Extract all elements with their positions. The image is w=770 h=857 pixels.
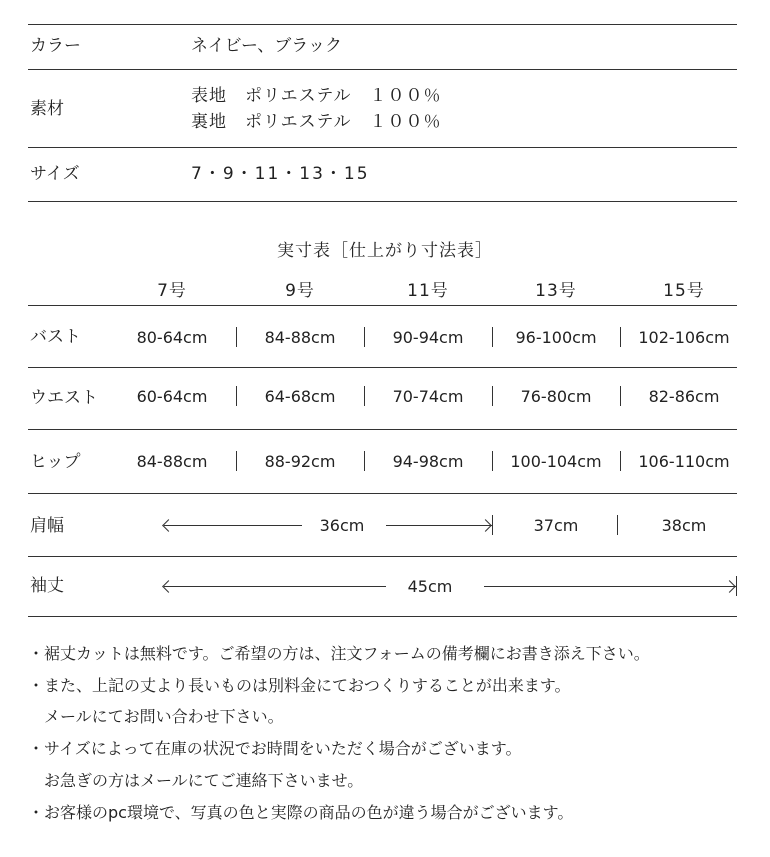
note-long-length-contact: メールにてお問い合わせ下さい。 (44, 707, 284, 726)
color-value: ネイビー、ブラック (191, 36, 342, 56)
column-header-15: 15号 (663, 281, 705, 301)
right-arrowhead-icon (723, 580, 736, 593)
chart-rule-hip (28, 493, 737, 494)
table-cell: 94-98cm (392, 452, 464, 471)
table-cell: 84-88cm (264, 328, 336, 347)
size-label: サイズ (30, 164, 80, 184)
table-cell: 60-64cm (136, 387, 208, 406)
spec-rule-1 (28, 69, 737, 70)
table-cell: 96-100cm (515, 328, 597, 347)
sleeve-span-value: 45cm (407, 577, 453, 596)
row-label-waist: ウエスト (30, 388, 98, 408)
cell-divider (736, 576, 737, 596)
table-cell: 82-86cm (648, 387, 720, 406)
material-label: 素材 (30, 99, 64, 119)
cell-divider (617, 515, 618, 535)
note-hem-cut: ・裾丈カットは無料です。ご希望の方は、注文フォームの備考欄にお書き添え下さい。 (28, 644, 650, 663)
table-cell: 90-94cm (392, 328, 464, 347)
material-outer: 表地 ポリエステル １００％ (191, 86, 442, 106)
span-arrow-line (386, 525, 492, 526)
spec-rule-2 (28, 147, 737, 148)
table-cell: 102-106cm (638, 328, 730, 347)
note-stock-contact: お急ぎの方はメールにてご連絡下さいませ。 (44, 771, 364, 790)
table-cell: 64-68cm (264, 387, 336, 406)
table-cell: 80-64cm (136, 328, 208, 347)
color-label: カラー (30, 36, 81, 56)
chart-header-rule (28, 305, 737, 306)
shoulder-value-15: 38cm (661, 516, 707, 535)
table-cell: 70-74cm (392, 387, 464, 406)
column-header-13: 13号 (535, 281, 577, 301)
row-label-hip: ヒップ (30, 452, 81, 472)
column-header-11: 11号 (407, 281, 449, 301)
row-label-shoulder: 肩幅 (30, 516, 64, 536)
chart-rule-bust (28, 367, 737, 368)
size-value: 7・9・11・13・15 (191, 164, 370, 184)
size-chart-title: 実寸表［仕上がり寸法表］ (277, 241, 493, 261)
note-stock: ・サイズによって在庫の状況でお時間をいただく場合がございます。 (28, 739, 522, 758)
right-arrowhead-icon (479, 519, 492, 532)
shoulder-value-13: 37cm (533, 516, 579, 535)
note-long-length: ・また、上記の丈より長いものは別料金にておつくりすることが出来ます。 (28, 676, 571, 695)
span-arrow-line (164, 586, 386, 587)
column-header-7: 7号 (157, 281, 187, 301)
chart-rule-waist (28, 429, 737, 430)
spec-top-rule (28, 24, 737, 25)
table-cell: 106-110cm (638, 452, 730, 471)
column-header-9: 9号 (285, 281, 315, 301)
spec-bottom-rule (28, 201, 737, 202)
table-cell: 76-80cm (520, 387, 592, 406)
span-arrow-line (484, 586, 736, 587)
table-cell: 100-104cm (510, 452, 602, 471)
row-label-sleeve: 袖丈 (30, 576, 64, 596)
table-cell: 88-92cm (264, 452, 336, 471)
chart-rule-shoulder (28, 556, 737, 557)
row-label-bust: バスト (30, 327, 81, 347)
shoulder-span-value: 36cm (319, 516, 365, 535)
material-lining: 裏地 ポリエステル １００％ (191, 112, 442, 132)
note-color-difference: ・お客様のpc環境で、写真の色と実際の商品の色が違う場合がございます。 (28, 803, 574, 822)
table-cell: 84-88cm (136, 452, 208, 471)
chart-bottom-rule (28, 616, 737, 617)
